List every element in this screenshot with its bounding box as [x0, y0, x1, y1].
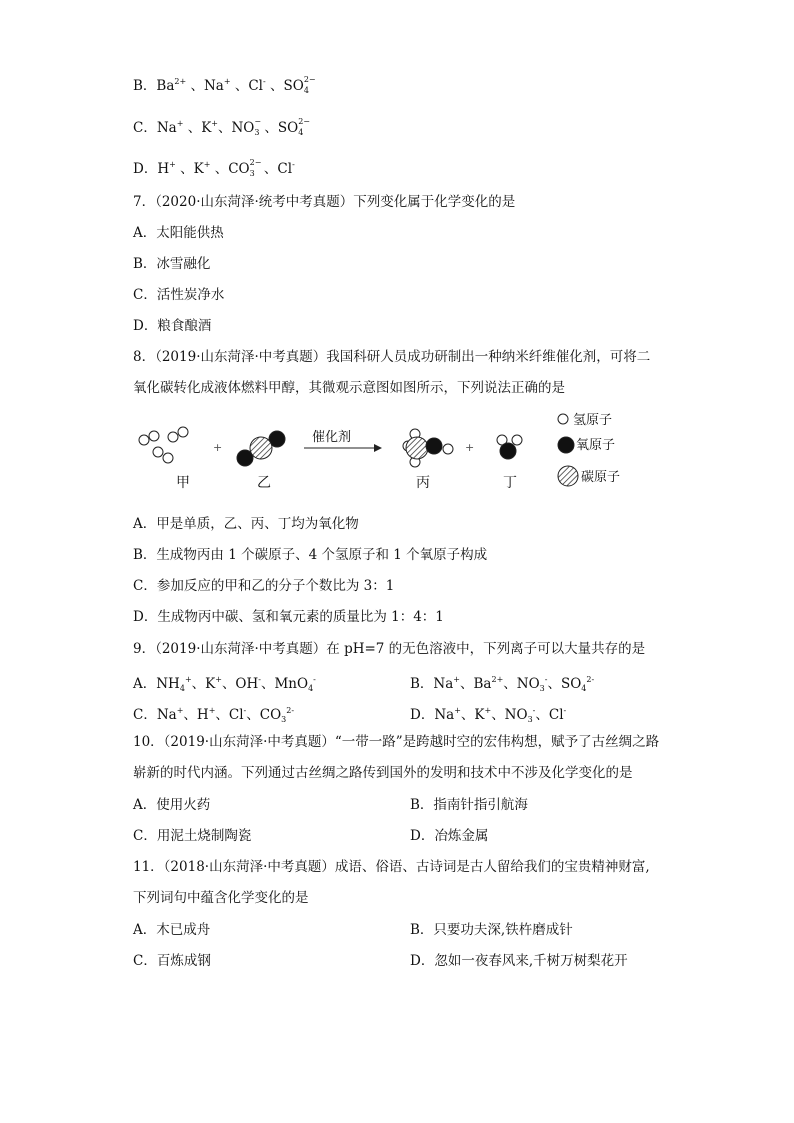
q9-stem: 9．（2019·山东菏泽·中考真题）在 pH=7 的无色溶液中，下列离子可以大量共存的是 — [133, 641, 646, 657]
q6-option-b: B．$Ba^{2+}$ 、Na+ 、Cl- 、SO 2− 4 — [133, 75, 316, 95]
label-yi: 乙 — [257, 475, 271, 491]
plus-sign-1: + — [213, 441, 223, 454]
q11-stem-line2: 下列词句中蕴含化学变化的是 — [133, 890, 309, 906]
q11-option-c: C．百炼成钢 — [133, 953, 211, 969]
molecule-bing — [403, 429, 453, 467]
q7-option-d: D．粮食酿酒 — [133, 318, 212, 334]
q6-option-d: D．H+ 、K+ 、CO 2− 3 、Cl- — [133, 158, 295, 178]
legend-h-icon — [558, 414, 568, 424]
reaction-diagram — [0, 0, 794, 500]
q10-stem-line2: 崭新的时代内涵。下列通过古丝绸之路传到国外的发明和技术中不涉及化学变化的是 — [133, 765, 633, 781]
q11-option-b: B．只要功夫深,铁杵磨成针 — [410, 922, 573, 938]
q10-option-b: B．指南针指引航海 — [410, 797, 528, 813]
legend-c-label: 碳原子 — [581, 470, 621, 485]
q10-option-a: A．使用火药 — [133, 797, 211, 813]
legend — [558, 413, 620, 486]
legend-c-icon — [558, 466, 578, 486]
plus-sign-2: + — [465, 441, 475, 454]
q11-option-a: A．木已成舟 — [133, 922, 211, 938]
molecule-ding — [497, 435, 522, 459]
q8-option-c: C．参加反应的甲和乙的分子个数比为 3：1 — [133, 578, 395, 594]
q8-stem-line1: 8．（2019·山东菏泽·中考真题）我国科研人员成功研制出一种纳米纤维催化剂，可将二 — [133, 349, 651, 365]
label-jia: 甲 — [176, 475, 190, 491]
q6-option-c: C．Na+ 、K+、NO − 3 、SO 2− 4 — [133, 117, 311, 137]
q10-stem-line1: 10．（2019·山东菏泽·中考真题）“一带一路”是跨越时空的宏伟构想，赋予了古丝绸之路 — [133, 734, 660, 750]
q10-option-d: D．冶炼金属 — [410, 828, 489, 844]
reaction-arrow — [304, 444, 382, 452]
q8-option-d: D．生成物丙中碳、氢和氧元素的质量比为 1：4：1 — [133, 609, 444, 625]
q9-option-b: B．Na+、$Ba^{2+}$、$NO_3^-$、$SO_4^{2-}$ — [410, 675, 595, 693]
q7-option-a: A．太阳能供热 — [133, 225, 224, 241]
label-bing: 丙 — [416, 475, 430, 491]
molecule-jia — [139, 427, 188, 463]
label-ding: 丁 — [503, 475, 517, 491]
q8-option-b: B．生成物丙由 1 个碳原子、4 个氢原子和 1 个氧原子构成 — [133, 547, 488, 563]
q7-stem: 7．（2020·山东菏泽·统考中考真题）下列变化属于化学变化的是 — [133, 194, 516, 210]
catalyst-label: 催化剂 — [312, 430, 352, 445]
q11-stem-line1: 11．（2018·山东菏泽·中考真题）成语、俗语、古诗词是古人留给我们的宝贵精神财富, — [133, 859, 650, 875]
legend-o-icon — [558, 437, 574, 453]
molecule-yi — [237, 431, 285, 466]
q8-stem-line2: 氧化碳转化成液体燃料甲醇，其微观示意图如图所示，下列说法正确的是 — [133, 380, 565, 396]
q9-option-c: C．Na+、H+、Cl-、$CO_3^{2-}$ — [133, 706, 295, 724]
q9-option-d: D．Na+、K+、$NO_3^-$、Cl- — [410, 706, 567, 724]
q7-option-b: B．冰雪融化 — [133, 256, 211, 272]
q8-option-a: A．甲是单质，乙、丙、丁均为氧化物 — [133, 516, 359, 532]
legend-o-label: 氧原子 — [576, 438, 616, 453]
legend-h-label: 氢原子 — [573, 413, 613, 428]
q9-option-a: A．$NH_4^+$、K+、OH-、MnO$_4$- — [133, 675, 316, 693]
q10-option-c: C．用泥土烧制陶瓷 — [133, 828, 252, 844]
q11-option-d: D．忽如一夜春风来,千树万树梨花开 — [410, 953, 628, 969]
q7-option-c: C．活性炭净水 — [133, 287, 225, 303]
